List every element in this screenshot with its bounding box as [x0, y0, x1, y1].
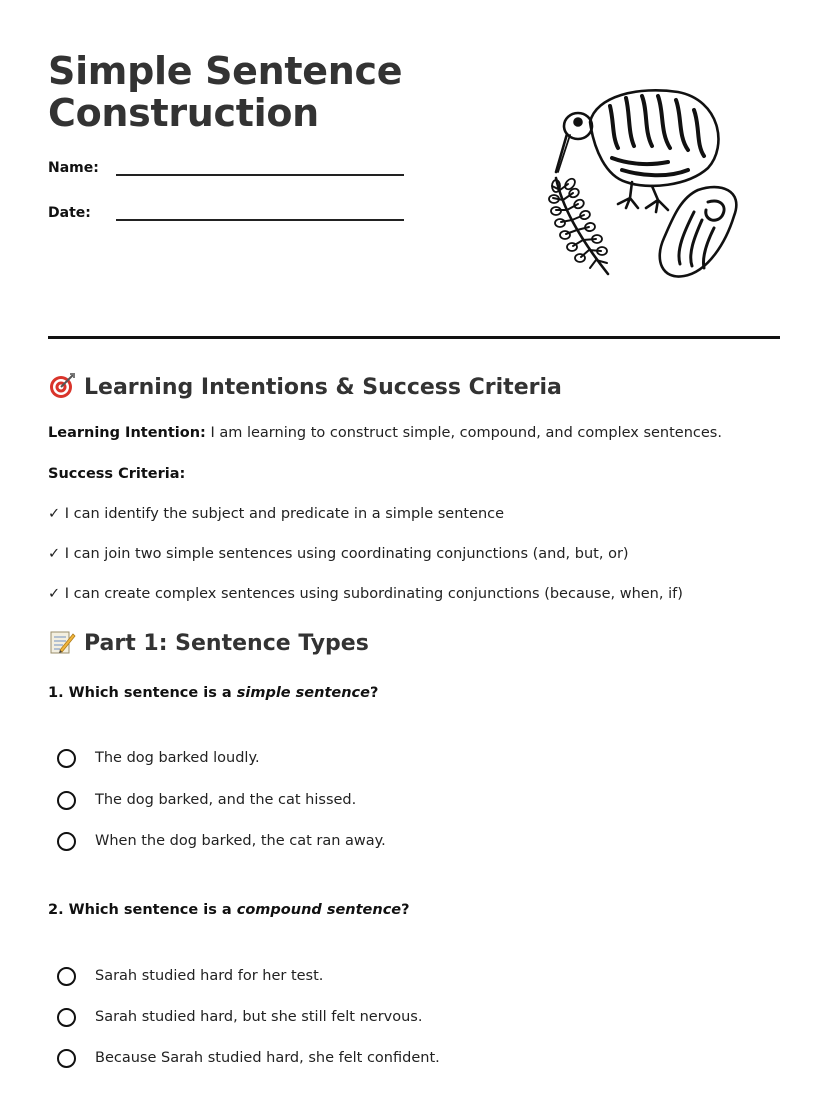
radio-button[interactable] [57, 967, 76, 986]
intentions-heading-text: Learning Intentions & Success Criteria [84, 375, 562, 400]
question-2: 2. Which sentence is a compound sentence? [48, 902, 410, 918]
title-line-2: Construction [48, 91, 319, 135]
date-line[interactable] [116, 219, 404, 221]
criterion-item: ✓ I can join two simple sentences using coordinating conjunctions (and, but, or) [48, 546, 629, 562]
option-label: The dog barked, and the cat hissed. [95, 792, 357, 808]
radio-button[interactable] [57, 749, 76, 768]
learning-intention-label: Learning Intention: [48, 425, 206, 441]
learning-intention [48, 423, 722, 443]
option-label: Sarah studied hard, but she still felt nervous. [95, 1009, 423, 1025]
intentions-heading [48, 374, 562, 402]
radio-button[interactable] [57, 832, 76, 851]
option-label: Sarah studied hard for her test. [95, 968, 324, 984]
part1-heading-text: Part 1: Sentence Types [84, 631, 369, 656]
learning-intention-text: I am learning to construct simple, compound, and complex sentences. [205, 425, 722, 441]
radio-button[interactable] [57, 1008, 76, 1027]
target-icon [48, 372, 76, 400]
option-label: When the dog barked, the cat ran away. [95, 833, 386, 849]
question-1-emphasis: simple sentence [236, 685, 370, 701]
section-divider [48, 336, 780, 339]
radio-button[interactable] [57, 1049, 76, 1068]
question-1: 1. Which sentence is a simple sentence? [48, 685, 379, 701]
name-line[interactable] [116, 174, 404, 176]
option-label: The dog barked loudly. [95, 750, 260, 766]
radio-button[interactable] [57, 791, 76, 810]
date-label: Date: [48, 205, 91, 221]
success-criteria-label: Success Criteria: [48, 466, 186, 482]
name-label: Name: [48, 160, 99, 176]
kiwi-illustration [548, 86, 740, 282]
memo-icon [48, 628, 76, 656]
question-2-emphasis: compound sentence [236, 902, 402, 918]
criterion-item: ✓ I can create complex sentences using subordinating conjunctions (because, when, if) [48, 586, 683, 602]
option-label: Because Sarah studied hard, she felt confident. [95, 1050, 440, 1066]
title-line-1: Simple Sentence [48, 49, 403, 93]
part1-heading [48, 630, 369, 658]
criterion-item: ✓ I can identify the subject and predicate in a simple sentence [48, 506, 505, 522]
page-title [48, 50, 402, 134]
